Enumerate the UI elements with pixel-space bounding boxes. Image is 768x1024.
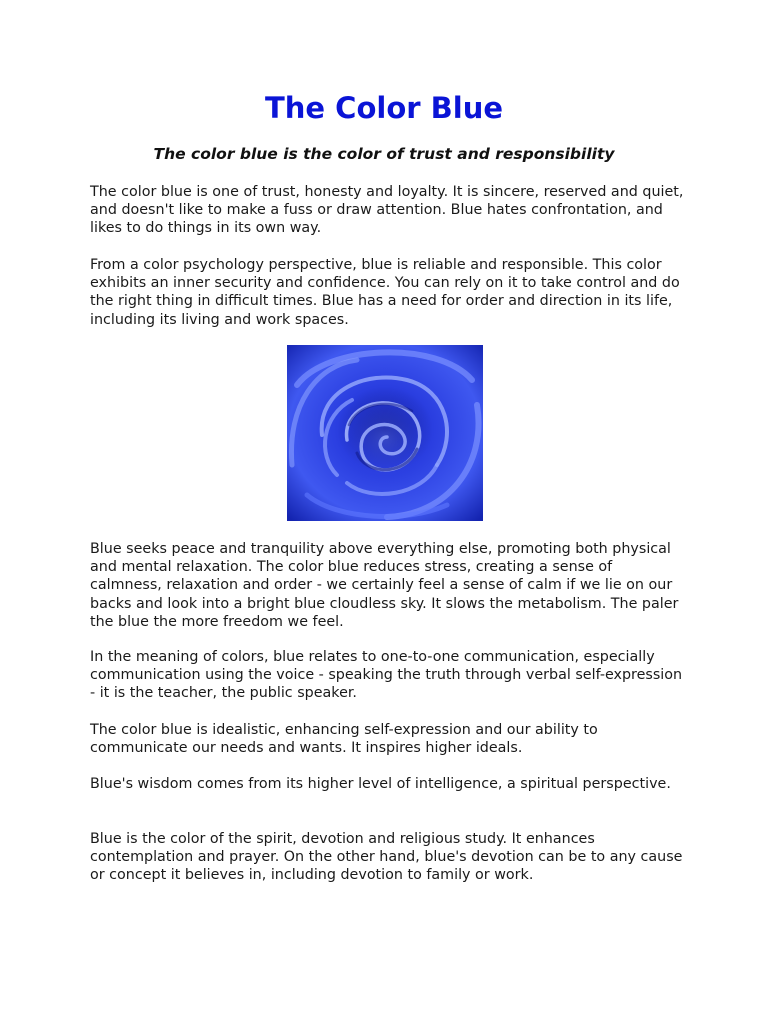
paragraph-wisdom: Blue's wisdom comes from its higher level of intelligence, a spiritual perspective. [90,776,671,792]
paragraph-idealistic: The color blue is idealistic, enhancing self-expression and our ability to communicate our needs and wants. It inspires higher ideals. [90,722,598,757]
paragraph-trust: The color blue is one of trust, honesty and loyalty. It is sincere, reserved and quiet, and doesn't like to make a fuss or draw attention. Blue hates confrontation, and likes to do things in its own way. [90,184,684,237]
blue-rose-image [287,345,483,521]
page-title: The Color Blue [264,91,504,125]
paragraph-peace: Blue seeks peace and tranquility above everything else, promoting both physical and mental relaxation. The color blue reduces stress, creating a sense of calmness, relaxation and order - we certainly feel a sense of calm if we lie on our backs and look into a bright blue cloudless sky. It slows the metabolism. The paler the blue the more freedom we feel. [90,541,679,630]
paragraph-communication: In the meaning of colors, blue relates to one-to-one communication, especially communication using the voice - speaking the truth through verbal self-expression - it is the teacher, the public speaker. [90,649,683,702]
paragraph-spirit: Blue is the color of the spirit, devotion and religious study. It enhances contemplation and prayer. On the other hand, blue's devotion can be to any cause or concept it believes in, including devotion to family or work. [90,831,683,884]
paragraph-psychology: From a color psychology perspective, blue is reliable and responsible. This color exhibits an inner security and confidence. You can rely on it to take control and do the right thing in difficult times. Blue has a need for order and direction in its life, including its living and work spaces. [90,257,680,328]
blue-rose-illustration [287,345,483,521]
page-subtitle: The color blue is the color of trust and responsibility [153,145,615,163]
